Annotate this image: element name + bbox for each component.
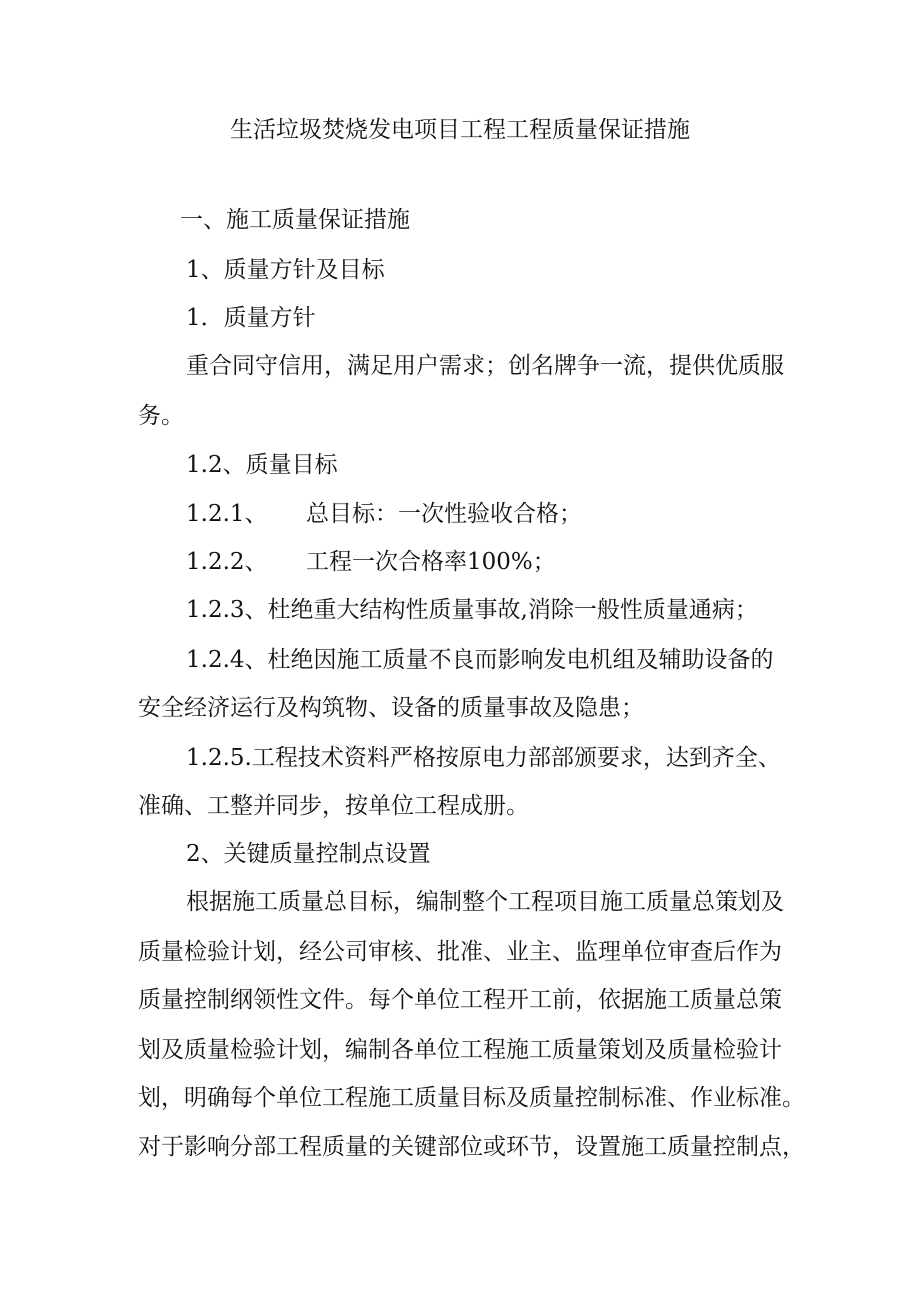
paragraph-line-2: 质量检验计划，经公司审核、批准、业主、监理单位审查后作为	[138, 939, 782, 965]
paragraph-line-4: 划及质量检验计划，编制各单位工程施工质量策划及质量检验计	[138, 1037, 782, 1063]
goal-2-number: 1.2.2、	[186, 549, 268, 575]
policy-text-line-1: 重合同守信用，满足用户需求；创名牌争一流，提供优质服	[186, 353, 784, 379]
paragraph-line-5: 划，明确每个单位工程施工质量目标及质量控制标准、作业标准。	[138, 1085, 805, 1111]
heading-key-quality-control-points: 2、关键质量控制点设置	[186, 841, 431, 867]
goal-4-line-1: 1.2.4、杜绝因施工质量不良而影响发电机组及辅助设备的	[186, 647, 774, 673]
paragraph-line-3: 质量控制纲领性文件。每个单位工程开工前，依据施工质量总策	[138, 987, 782, 1013]
paragraph-line-6: 对于影响分部工程质量的关键部位或环节，设置施工质量控制点，	[138, 1134, 805, 1160]
paragraph-line-1: 根据施工质量总目标，编制整个工程项目施工质量总策划及	[186, 889, 784, 915]
goal-5-line-1: 1.2.5.工程技术资料严格按原电力部部颁要求，达到齐全、	[186, 745, 781, 771]
heading-quality-policy-and-goals: 1、质量方针及目标	[186, 257, 385, 283]
goal-4-line-2: 安全经济运行及构筑物、设备的质量事故及隐患；	[138, 695, 644, 721]
heading-quality-goals: 1.2、质量目标	[186, 452, 338, 478]
document-title: 生活垃圾焚烧发电项目工程工程质量保证措施	[230, 117, 690, 143]
policy-text-line-2: 务。	[138, 403, 184, 429]
goal-3-text: 1.2.3、杜绝重大结构性质量事故,消除一般性质量通病；	[186, 597, 758, 623]
goal-2-text: 工程一次合格率100%；	[306, 549, 556, 575]
heading-quality-policy: 1．质量方针	[186, 305, 316, 331]
goal-5-line-2: 准确、工整并同步，按单位工程成册。	[138, 793, 529, 819]
heading-construction-quality-measures: 一、施工质量保证措施	[180, 207, 410, 233]
goal-1-number: 1.2.1、	[186, 501, 268, 527]
goal-1-text: 总目标：一次性验收合格；	[306, 501, 582, 527]
